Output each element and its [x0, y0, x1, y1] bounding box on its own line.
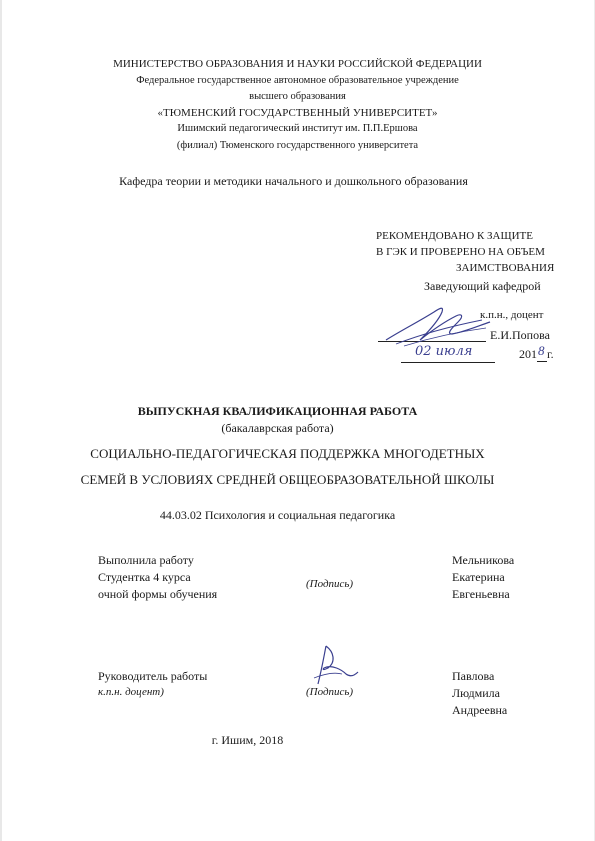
specialty-line: 44.03.02 Психология и социальная педагогика [159, 508, 396, 522]
approval-line-3: ЗАИМСТВОВАНИЯ [456, 262, 555, 274]
student-first-name: Екатерина [452, 570, 505, 584]
student-last-name: Мельникова [452, 553, 515, 567]
topic-line-2: СЕМЕЙ В УСЛОВИЯХ СРЕДНЕЙ ОБЩЕОБРАЗОВАТЕЛЬНОЙ ШКОЛЫ [80, 472, 495, 487]
city-year-footer: г. Ишим, 2018 [211, 733, 284, 747]
approval-line-2: В ГЭК И ПРОВЕРЕНО НА ОБЪЕМ [376, 246, 545, 258]
supervisor-signature [312, 644, 362, 688]
supervisor-role-2: к.п.н. доцент) [98, 686, 164, 698]
supervisor-role-1: Руководитель работы [98, 669, 208, 683]
year-suffix: г. [547, 347, 554, 361]
education-level-line: высшего образования [249, 91, 346, 102]
department-line: Кафедра теории и методики начального и дошкольного образования [119, 174, 468, 188]
handwritten-year-digit: 8 [538, 343, 545, 358]
approval-line-1: РЕКОМЕНДОВАНО К ЗАЩИТЕ [376, 230, 533, 242]
student-signature-label: (Подпись) [306, 578, 354, 590]
institute-name: Ишимский педагогический институт им. П.П.Ершова [177, 123, 418, 134]
ministry-line: МИНИСТЕРСТВО ОБРАЗОВАНИЯ И НАУКИ РОССИЙСКОЙ ФЕДЕРАЦИИ [113, 58, 482, 70]
head-of-department-label: Заведующий кафедрой [424, 279, 541, 293]
branch-line: (филиал) Тюменского государственного университета [176, 140, 419, 151]
approver-name: Е.И.Попова [490, 328, 550, 342]
date-underline [401, 362, 495, 363]
university-name: «ТЮМЕНСКИЙ ГОСУДАРСТВЕННЫЙ УНИВЕРСИТЕТ» [157, 107, 438, 119]
supervisor-last-name: Павлова [452, 669, 495, 683]
work-subtype: (бакалаврская работа) [221, 421, 334, 435]
student-patronymic: Евгеньевна [452, 587, 510, 601]
supervisor-patronymic: Андреевна [452, 703, 508, 717]
student-role-1: Выполнила работу [98, 553, 194, 567]
year-prefix: 201 [519, 347, 537, 361]
topic-line-1: СОЦИАЛЬНО-ПЕДАГОГИЧЕСКАЯ ПОДДЕРЖКА МНОГОДЕТНЫХ [90, 446, 485, 461]
year-underline [537, 361, 547, 362]
supervisor-first-name: Людмила [452, 686, 500, 700]
supervisor-signature-label: (Подпись) [306, 686, 354, 698]
student-role-3: очной формы обучения [98, 587, 218, 601]
work-type-title: ВЫПУСКНАЯ КВАЛИФИКАЦИОННАЯ РАБОТА [137, 404, 418, 418]
approver-degree: к.п.н., доцент [480, 309, 544, 321]
handwritten-date: 02 июля [415, 344, 473, 359]
student-role-2: Студентка 4 курса [98, 570, 191, 584]
institution-type-line: Федеральное государственное автономное образовательное учреждение [136, 75, 459, 86]
